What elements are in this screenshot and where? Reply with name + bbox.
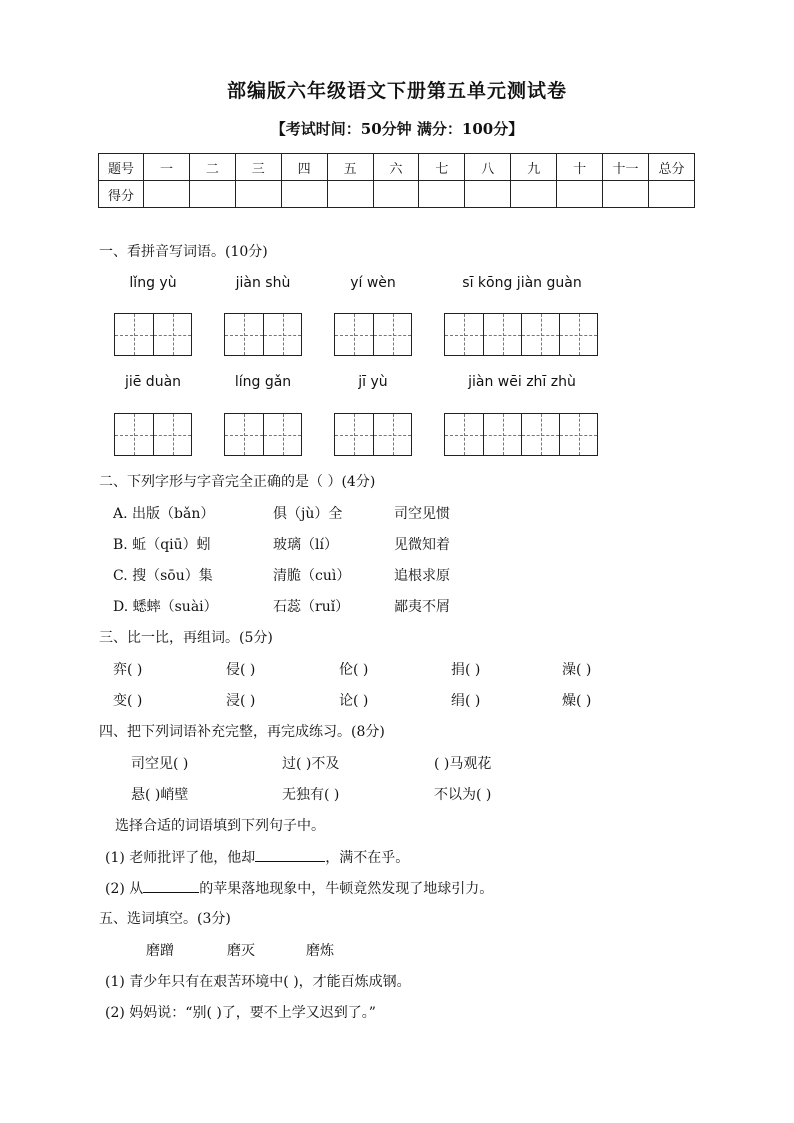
word-choice: 磨炼	[306, 943, 334, 959]
header-cell: 七	[419, 154, 465, 181]
score-cell[interactable]	[511, 181, 557, 208]
score-cell[interactable]	[281, 181, 327, 208]
score-table	[98, 153, 695, 208]
header-cell: 四	[281, 154, 327, 181]
q1-heading: 一、看拼音写词语。(10分)	[99, 244, 268, 260]
option-a-part1: A. 出版（bǎn）	[113, 506, 215, 522]
compare-item[interactable]: 论( )	[339, 693, 369, 709]
score-table-score-row	[99, 181, 695, 208]
q2-heading: 二、下列字形与字音完全正确的是（ ）(4分)	[99, 474, 376, 490]
compare-item[interactable]: 伦( )	[339, 662, 369, 678]
q4-sentence-2	[105, 877, 493, 898]
compare-item[interactable]: 弈( )	[113, 662, 143, 678]
header-cell: 一	[144, 154, 190, 181]
option-a-part3: 司空见惯	[394, 506, 450, 522]
pinyin-label: jī yù	[358, 374, 388, 390]
tianzi-grid[interactable]	[224, 313, 302, 356]
pinyin-label: jiàn shù	[235, 275, 291, 291]
idiom-blank[interactable]: 司空见( )	[131, 756, 189, 772]
option-b-part1: B. 蚯（qiū）蚓	[113, 537, 211, 553]
sentence-text: 的苹果落地现象中，牛顿竟然发现了地球引力。	[199, 881, 494, 897]
answer-blank[interactable]	[255, 846, 325, 862]
option-c-part1: C. 搜（sōu）集	[113, 568, 213, 584]
score-cell[interactable]	[373, 181, 419, 208]
pinyin-label: sī kōng jiàn guàn	[462, 275, 582, 291]
pinyin-label: jiàn wēi zhī zhù	[468, 374, 576, 390]
option-b-part2: 玻璃（lí）	[273, 537, 338, 553]
word-choice: 磨蹭	[146, 943, 174, 959]
option-d-part2: 石蕊（ruǐ）	[273, 599, 350, 615]
header-cell: 九	[511, 154, 557, 181]
idiom-blank[interactable]: ( )马观花	[434, 756, 492, 772]
header-cell: 五	[327, 154, 373, 181]
sentence-text: ，满不在乎。	[325, 850, 410, 866]
exam-info: 【考试时间：50分钟 满分：100分】	[270, 120, 524, 138]
option-c-part3: 追根求原	[394, 568, 450, 584]
compare-item[interactable]: 变( )	[113, 693, 143, 709]
score-cell[interactable]	[189, 181, 235, 208]
q5-sentence-1[interactable]: (1) 青少年只有在艰苦环境中( )，才能百炼成钢。	[105, 974, 411, 990]
score-cell[interactable]	[419, 181, 465, 208]
compare-item[interactable]: 燥( )	[562, 693, 592, 709]
header-cell: 题号	[99, 154, 144, 181]
header-cell: 六	[373, 154, 419, 181]
sentence-text: (1) 老师批评了他，他却	[105, 850, 256, 866]
option-b-part3: 见微知着	[394, 537, 450, 553]
q4-instruction: 选择合适的词语填到下列句子中。	[115, 818, 325, 834]
q5-heading: 五、选词填空。(3分)	[99, 911, 231, 927]
pinyin-label: líng gǎn	[234, 374, 292, 390]
score-cell[interactable]	[557, 181, 603, 208]
option-a-part2: 俱（jù）全	[273, 506, 343, 522]
tianzi-grid[interactable]	[334, 413, 412, 456]
sentence-text: (2) 从	[105, 881, 144, 897]
page-title: 部编版六年级语文下册第五单元测试卷	[226, 80, 567, 102]
compare-item[interactable]: 澡( )	[562, 662, 592, 678]
compare-item[interactable]: 浸( )	[226, 693, 256, 709]
pinyin-label: lǐng yù	[129, 275, 177, 291]
pinyin-label: jiē duàn	[124, 374, 182, 390]
q4-heading: 四、把下列词语补充完整，再完成练习。(8分)	[99, 724, 385, 740]
header-cell: 三	[235, 154, 281, 181]
idiom-blank[interactable]: 悬( )峭壁	[131, 787, 189, 803]
header-cell: 十一	[603, 154, 649, 181]
compare-item[interactable]: 绢( )	[451, 693, 481, 709]
score-cell[interactable]	[327, 181, 373, 208]
q3-heading: 三、比一比，再组词。(5分)	[99, 630, 273, 646]
score-table-header-row	[99, 154, 695, 181]
tianzi-grid[interactable]	[114, 313, 192, 356]
tianzi-grid[interactable]	[224, 413, 302, 456]
score-cell[interactable]	[648, 181, 694, 208]
tianzi-grid[interactable]	[444, 413, 598, 456]
tianzi-grid[interactable]	[444, 313, 598, 356]
compare-item[interactable]: 捐( )	[451, 662, 481, 678]
score-cell[interactable]	[465, 181, 511, 208]
q5-sentence-2[interactable]: (2) 妈妈说：“别( )了，要不上学又迟到了。”	[105, 1005, 376, 1021]
compare-item[interactable]: 侵( )	[226, 662, 256, 678]
idiom-blank[interactable]: 过( )不及	[282, 756, 340, 772]
header-cell: 八	[465, 154, 511, 181]
header-cell: 十	[557, 154, 603, 181]
option-d-part3: 鄙夷不屑	[394, 599, 450, 615]
score-cell[interactable]	[603, 181, 649, 208]
idiom-blank[interactable]: 不以为( )	[434, 787, 492, 803]
option-c-part2: 清脆（cuì）	[273, 568, 351, 584]
q4-sentence-1	[105, 846, 409, 867]
pinyin-label: yí wèn	[350, 275, 396, 291]
tianzi-grid[interactable]	[334, 313, 412, 356]
score-row-label: 得分	[99, 181, 144, 208]
header-cell: 二	[189, 154, 235, 181]
tianzi-grid[interactable]	[114, 413, 192, 456]
score-cell[interactable]	[235, 181, 281, 208]
idiom-blank[interactable]: 无独有( )	[282, 787, 340, 803]
header-cell: 总分	[648, 154, 694, 181]
word-choice: 磨灭	[227, 943, 255, 959]
answer-blank[interactable]	[143, 877, 199, 893]
option-d-part1: D. 蟋蟀（suài）	[113, 599, 218, 615]
score-cell[interactable]	[144, 181, 190, 208]
